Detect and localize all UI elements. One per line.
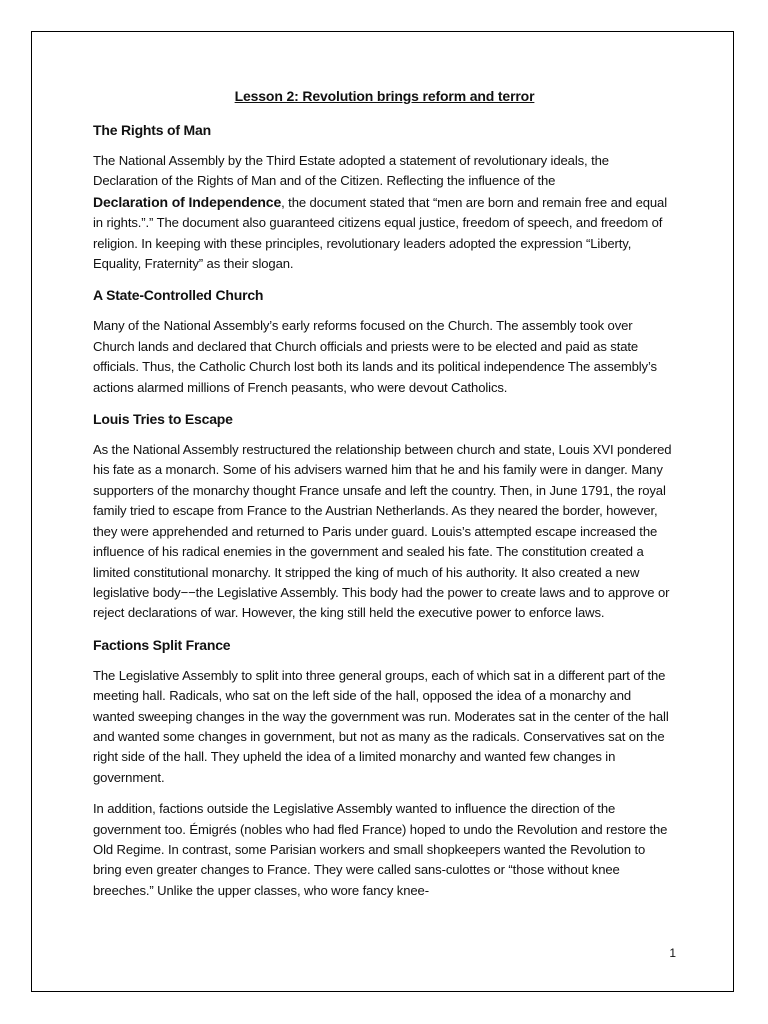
- paragraph: Many of the National Assembly’s early reforms focused on the Church. The assembly took over Church lands and declared that Church officials and priests were to be elected and paid as state officials. Thus, the Catholic Church lost both its lands and its political independence The assembly’s actions alarmed millions of French peasants, who were devout Catholics.: [93, 318, 657, 395]
- document-title: Lesson 2: Revolution brings reform and terror: [234, 88, 535, 104]
- section-factions-split-france: [93, 635, 676, 901]
- section-rights-of-man: [93, 120, 676, 274]
- emphasized-text: Declaration of Independence: [93, 193, 282, 210]
- page-number: 1: [669, 946, 676, 960]
- paragraph: [93, 151, 676, 274]
- section-heading: A State-Controlled Church: [93, 287, 264, 304]
- document-body: [93, 86, 676, 912]
- section-louis-tries-to-escape: [93, 409, 676, 624]
- section-state-controlled-church: [93, 285, 676, 398]
- paragraph: In addition, factions outside the Legislative Assembly wanted to influence the direction of the government too. Émigrés (nobles who had fled France) hoped to undo the Revolution and restore the Old Regime. In contrast, some Parisian workers and small shopkeepers wanted the Revolution to bring even greater changes to France. They were called sans-culottes or “those without knee breeches.” Unlike the upper classes, who wore fancy knee-: [93, 801, 668, 898]
- paragraph-text: , the document stated that “men are born and remain free and equal in rights.”.” The document also guaranteed citizens equal justice, freedom of speech, and freedom of religion. In keeping with these principles, revolutionary leaders adopted the expression “Liberty, Equality, Fraternity” as their slogan.: [93, 194, 668, 272]
- section-heading: Louis Tries to Escape: [93, 411, 233, 428]
- section-heading: Factions Split France: [93, 636, 231, 653]
- paragraph: The Legislative Assembly to split into three general groups, each of which sat in a different part of the meeting hall. Radicals, who sat on the left side of the hall, opposed the idea of a monarchy and wanted sweeping changes in the way the government was run. Moderates sat in the center of the hall and wanted some changes in government, but not as many as the radicals. Conservatives sat on the right side of the hall. They upheld the idea of a limited monarchy and wanted few changes in government.: [93, 667, 669, 785]
- section-heading: The Rights of Man: [93, 122, 211, 138]
- paragraph-text: The National Assembly by the Third Estate adopted a statement of revolutionary ideals, the Declaration of the Rights of Man and of the Citizen. Reflecting the influence of the: [93, 153, 609, 189]
- paragraph: As the National Assembly restructured the relationship between church and state, Louis XVI pondered his fate as a monarch. Some of his advisers warned him that he and his family were in danger. Many supporters of the monarchy thought France unsafe and left the country. Then, in June 1791, the royal family tried to escape from France to the Austrian Netherlands. As they neared the border, however, they were apprehended and returned to Paris under guard. Louis’s attempted escape increased the influence of his radical enemies in the government and sealed his fate. The constitution created a limited constitutional monarchy. It stripped the king of much of his authority. It also created a new legislative body−−the Legislative Assembly. This body had the power to create laws and to approve or reject declarations of war. However, the king still held the executive power to enforce laws.: [93, 442, 672, 621]
